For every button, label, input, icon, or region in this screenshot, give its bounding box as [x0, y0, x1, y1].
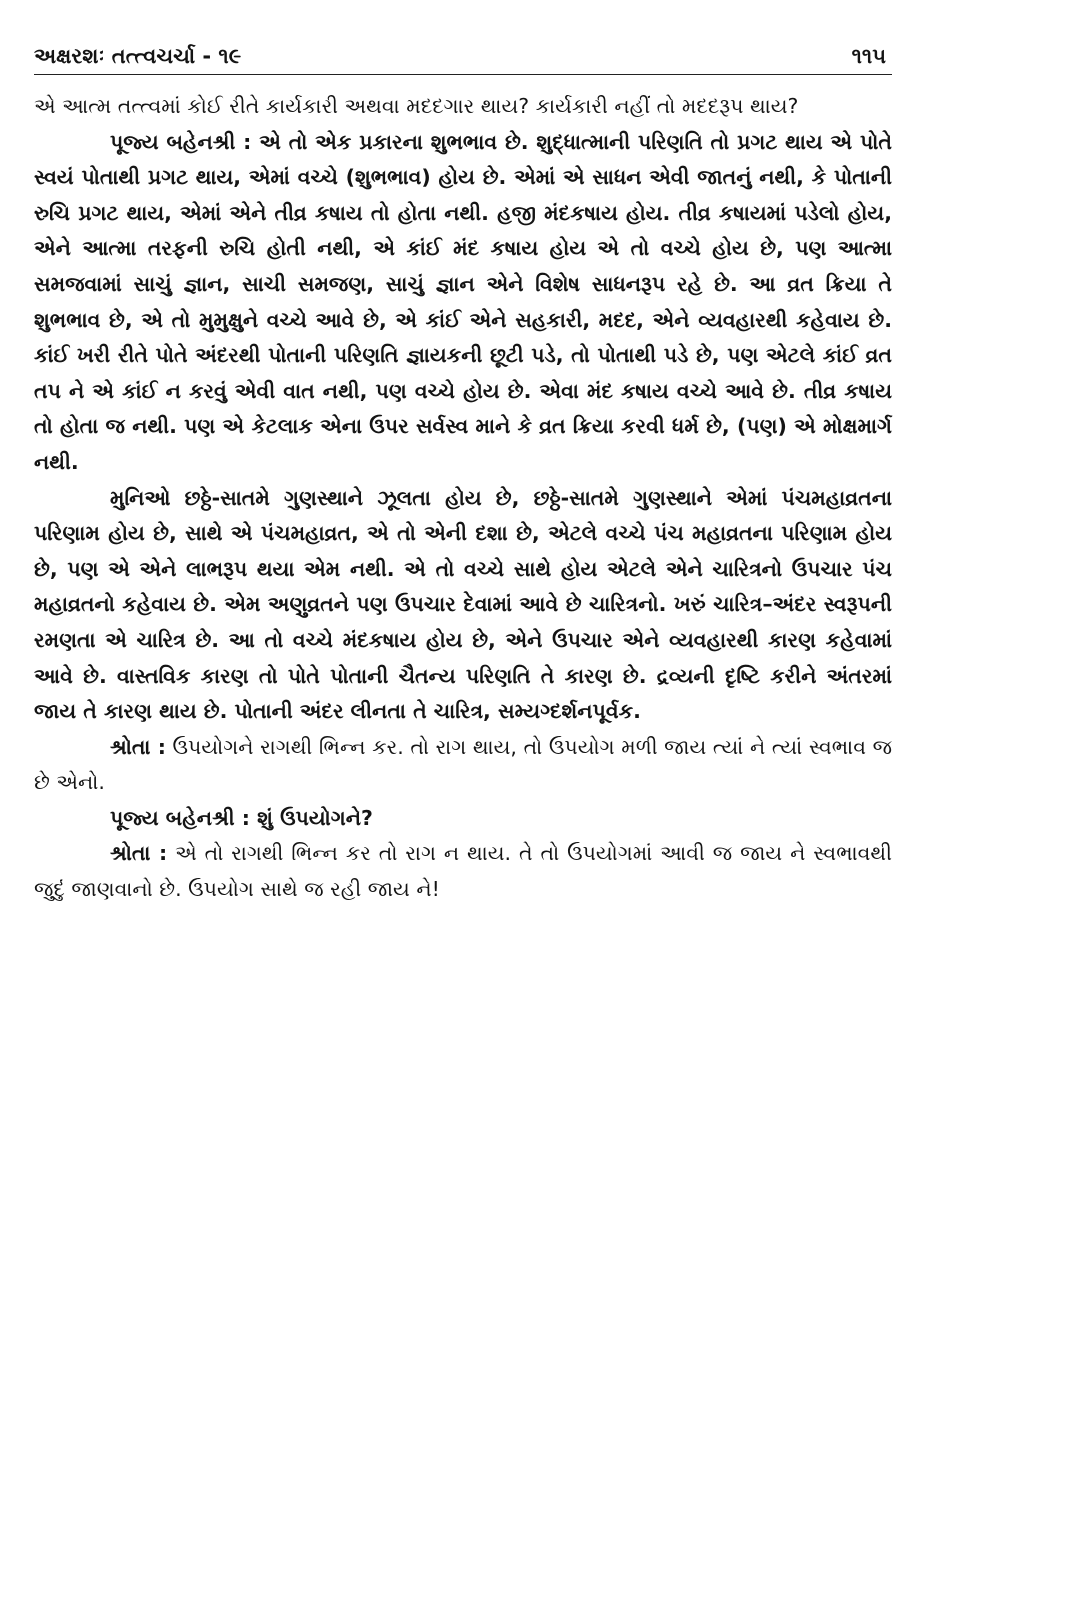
- paragraph-text: એ આત્મ તત્ત્વમાં કોઈ રીતે કાર્યકારી અથવા મદદગાર થાય? કાર્યકારી નહીં તો મદદરૂપ થાય?: [34, 94, 799, 118]
- paragraph-text: એ તો રાગથી ભિન્ન કર તો રાગ ન થાય. તે તો ઉપયોગમાં આવી જ જાય ને સ્વભાવથી જુદું જાણવાનો છે. ઉપયોગ સાથે જ રહી જાય ને!: [34, 841, 892, 902]
- speaker-label: શ્રોતા :: [110, 734, 166, 759]
- paragraph-question-continued: [34, 89, 892, 125]
- paragraph-text: ઉપયોગને રાગથી ભિન્ન કર. તો રાગ થાય, તો ઉપયોગ મળી જાય ત્યાં ને ત્યાં સ્વભાવ જ છે એનો.: [34, 734, 892, 795]
- speaker-label: પૂજ્ય બહેનશ્રી :: [110, 805, 250, 830]
- paragraph-text: શું ઉપયોગને?: [249, 805, 373, 830]
- paragraph-question-shrota: [34, 730, 892, 801]
- book-page: [34, 40, 892, 908]
- page-number: ૧૧૫: [851, 44, 886, 68]
- paragraph-answer-behenshri: [34, 125, 892, 481]
- paragraph-text: એ તો એક પ્રકારના શુભભાવ છે. શુદ્ધાત્માની પરિણતિ તો પ્રગટ થાય એ પોતે સ્વયં પોતાથી પ્રગટ થાય, એમાં વચ્ચે (શુભભાવ) હોય છે. એમાં એ સાધન એવી જાતનું નથી, કે પોતાની રુચિ પ્રગટ થાય, એમાં એને તીવ્ર કષાય તો હોતા નથી. હજી મંદકષાય હોય. તીવ્ર કષાયમાં પડેલો હોય, એને આત્મા તરફની રુચિ હોતી નથી, એ કાંઈ મંદ કષાય હોય એ તો વચ્ચે હોય છે, પણ આત્મા સમજવામાં સાચું જ્ઞાન, સાચી સમજણ, સાચું જ્ઞાન એને વિશેષ સાધનરૂપ રહે છે. આ વ્રત ક્રિયા તે શુભભાવ છે, એ તો મુમુક્ષુને વચ્ચે આવે છે, એ કાંઈ એને સહકારી, મદદ, એને વ્યવહારથી કહેવાય છે. કાંઈ ખરી રીતે પોતે અંદરથી પોતાની પરિણતિ જ્ઞાયકની છૂટી પડે, તો પોતાથી પડે છે, પણ એટલે કાંઈ વ્રત તપ ને એ કાંઈ ન કરવું એવી વાત નથી, પણ વચ્ચે હોય છે. એવા મંદ કષાય વચ્ચે આવે છે. તીવ્ર કષાય તો હોતા જ નથી. પણ એ કેટલાક એના ઉપર સર્વસ્વ માને કે વ્રત ક્રિયા કરવી ધર્મ છે, (પણ) એ મોક્ષમાર્ગ નથી.: [34, 129, 892, 474]
- speaker-label: શ્રોતા :: [110, 841, 168, 866]
- paragraph-question-shrota-2: [34, 836, 892, 907]
- running-header: [34, 40, 892, 75]
- paragraph-answer-munis: [34, 481, 892, 730]
- paragraph-text: મુનિઓ છઠ્ઠે-સાતમે ગુણસ્થાને ઝૂલતા હોય છે, છઠ્ઠે-સાતમે ગુણસ્થાને એમાં પંચમહાવ્રતના પરિણામ હોય છે, સાથે એ પંચમહાવ્રત, એ તો એની દશા છે, એટલે વચ્ચે પંચ મહાવ્રતના પરિણામ હોય છે, પણ એ એને લાભરૂપ થયા એમ નથી. એ તો વચ્ચે સાથે હોય એટલે એને ચારિત્રનો ઉપચાર પંચ મહાવ્રતનો કહેવાય છે. એમ અણુવ્રતને પણ ઉપચાર દેવામાં આવે છે ચારિત્રનો. ખરું ચારિત્ર–અંદર સ્વરૂપની રમણતા એ ચારિત્ર છે. આ તો વચ્ચે મંદકષાય હોય છે, એને ઉપચાર એને વ્યવહારથી કારણ કહેવામાં આવે છે. વાસ્તવિક કારણ તો પોતે પોતાની ચૈતન્ય પરિણતિ તે કારણ છે. દ્રવ્યની દૃષ્ટિ કરીને અંતરમાં જાય તે કારણ થાય છે. પોતાની અંદર લીનતા તે ચારિત્ર, સમ્યગ્દર્શનપૂર્વક.: [34, 485, 892, 724]
- paragraph-answer-short: [34, 801, 892, 837]
- page-body: [34, 89, 892, 908]
- running-title: અક્ષરશઃ તત્ત્વચર્ચા - ૧૯: [34, 44, 242, 68]
- speaker-label: પૂજ્ય બહેનશ્રી :: [110, 129, 252, 154]
